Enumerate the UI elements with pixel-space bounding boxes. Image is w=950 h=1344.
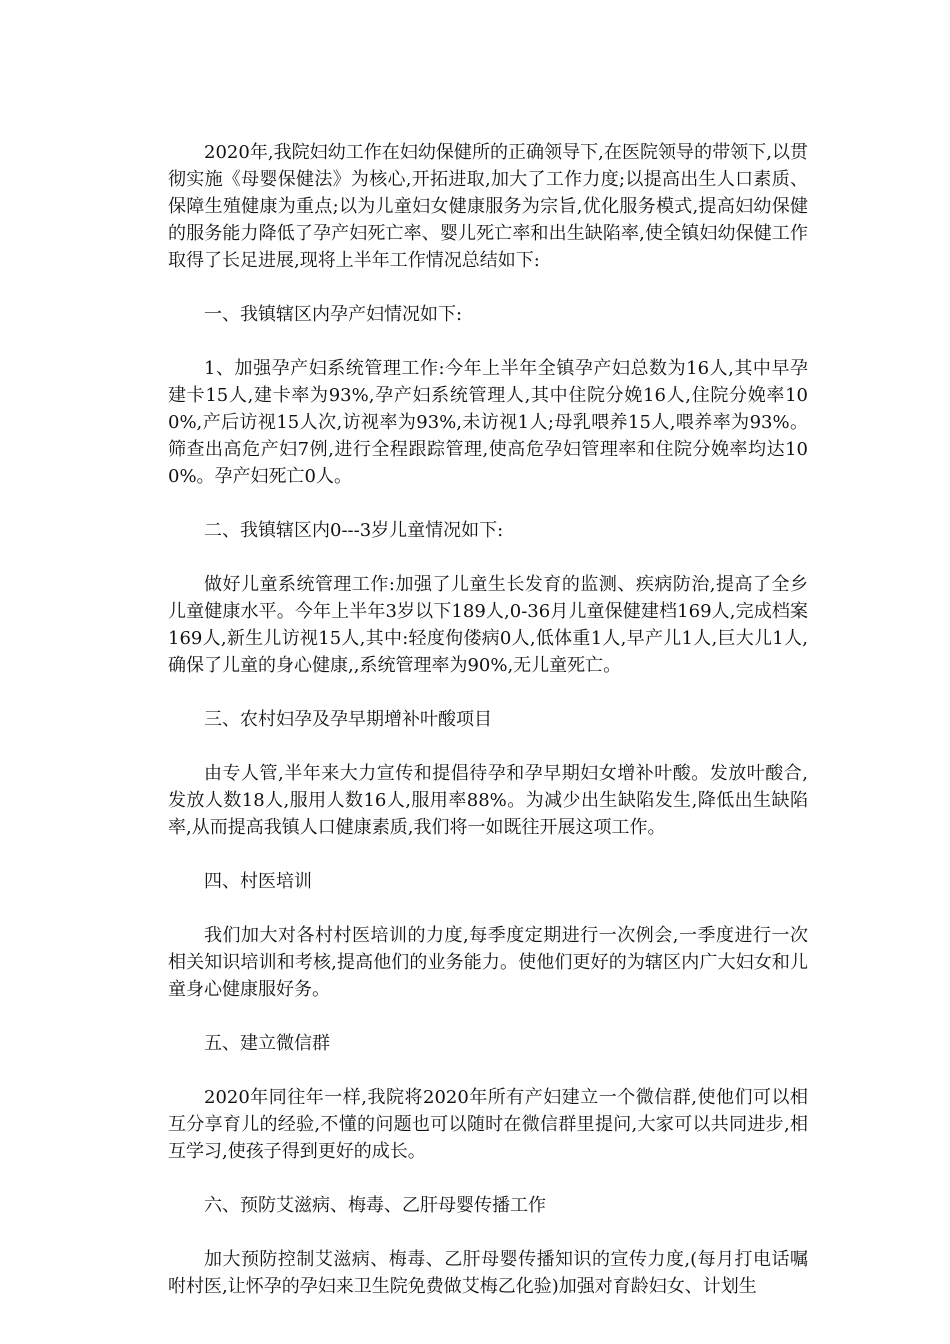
section-2-paragraph: 做好儿童系统管理工作:加强了儿童生长发育的监测、疾病防治,提高了全乡儿童健康水平。今年上半年3岁以下189人,0-36月儿童保健建档169人,完成档案169人,新生儿访视15人,其中:轻度佝偻病0人,低体重1人,早产儿1人,巨大儿1人,确保了儿童的身心健康,,系统管理率为90%,无儿童死亡。 [168, 574, 808, 676]
section-4-paragraph: 我们加大对各村村医培训的力度,每季度定期进行一次例会,一季度进行一次相关知识培训和考核,提高他们的业务能力。使他们更好的为辖区内广大妇女和儿童身心健康服好务。 [168, 925, 808, 1000]
section-heading-1: 一、我镇辖区内孕产妇情况如下: [204, 304, 463, 325]
section-5-paragraph: 2020年同往年一样,我院将2020年所有产妇建立一个微信群,使他们可以相互分享育儿的经验,不懂的问题也可以随时在微信群里提问,大家可以共同进步,相互学习,使孩子得到更好的成长。 [168, 1087, 808, 1162]
section-heading-3: 三、农村妇孕及孕早期增补叶酸项目 [204, 709, 492, 730]
section-6-paragraph: 加大预防控制艾滋病、梅毒、乙肝母婴传播知识的宣传力度,(每月打电话嘱咐村医,让怀孕的孕妇来卫生院免费做艾梅乙化验)加强对育龄妇女、计划生 [168, 1249, 808, 1297]
section-heading-5: 五、建立微信群 [204, 1033, 330, 1054]
section-3-paragraph: 由专人管,半年来大力宣传和提倡待孕和孕早期妇女增补叶酸。发放叶酸合,发放人数18人,服用人数16人,服用率88%。为减少出生缺陷发生,降低出生缺陷率,从而提高我镇人口健康素质,我们将一如既往开展这项工作。 [168, 763, 808, 838]
section-heading-2: 二、我镇辖区内0---3岁儿童情况如下: [204, 520, 504, 541]
section-heading-4: 四、村医培训 [204, 871, 312, 892]
section-heading-6: 六、预防艾滋病、梅毒、乙肝母婴传播工作 [204, 1195, 546, 1216]
document-body [168, 139, 808, 1300]
section-1-paragraph: 1、加强孕产妇系统管理工作:今年上半年全镇孕产妇总数为16人,其中早孕建卡15人,建卡率为93%,孕产妇系统管理人,其中住院分娩16人,住院分娩率100%,产后访视15人次,访视率为93%,未访视1人;母乳喂养15人,喂养率为93%。筛查出高危产妇7例,进行全程跟踪管理,使高危孕妇管理率和住院分娩率均达100%。孕产妇死亡0人。 [168, 358, 808, 487]
intro-paragraph: 2020年,我院妇幼工作在妇幼保健所的正确领导下,在医院领导的带领下,以贯彻实施《母婴保健法》为核心,开拓进取,加大了工作力度;以提高出生人口素质、保障生殖健康为重点;以为儿童妇女健康服务为宗旨,优化服务模式,提高妇幼保健的服务能力降低了孕产妇死亡率、婴儿死亡率和出生缺陷率,使全镇妇幼保健工作取得了长足进展,现将上半年工作情况总结如下: [168, 142, 808, 271]
